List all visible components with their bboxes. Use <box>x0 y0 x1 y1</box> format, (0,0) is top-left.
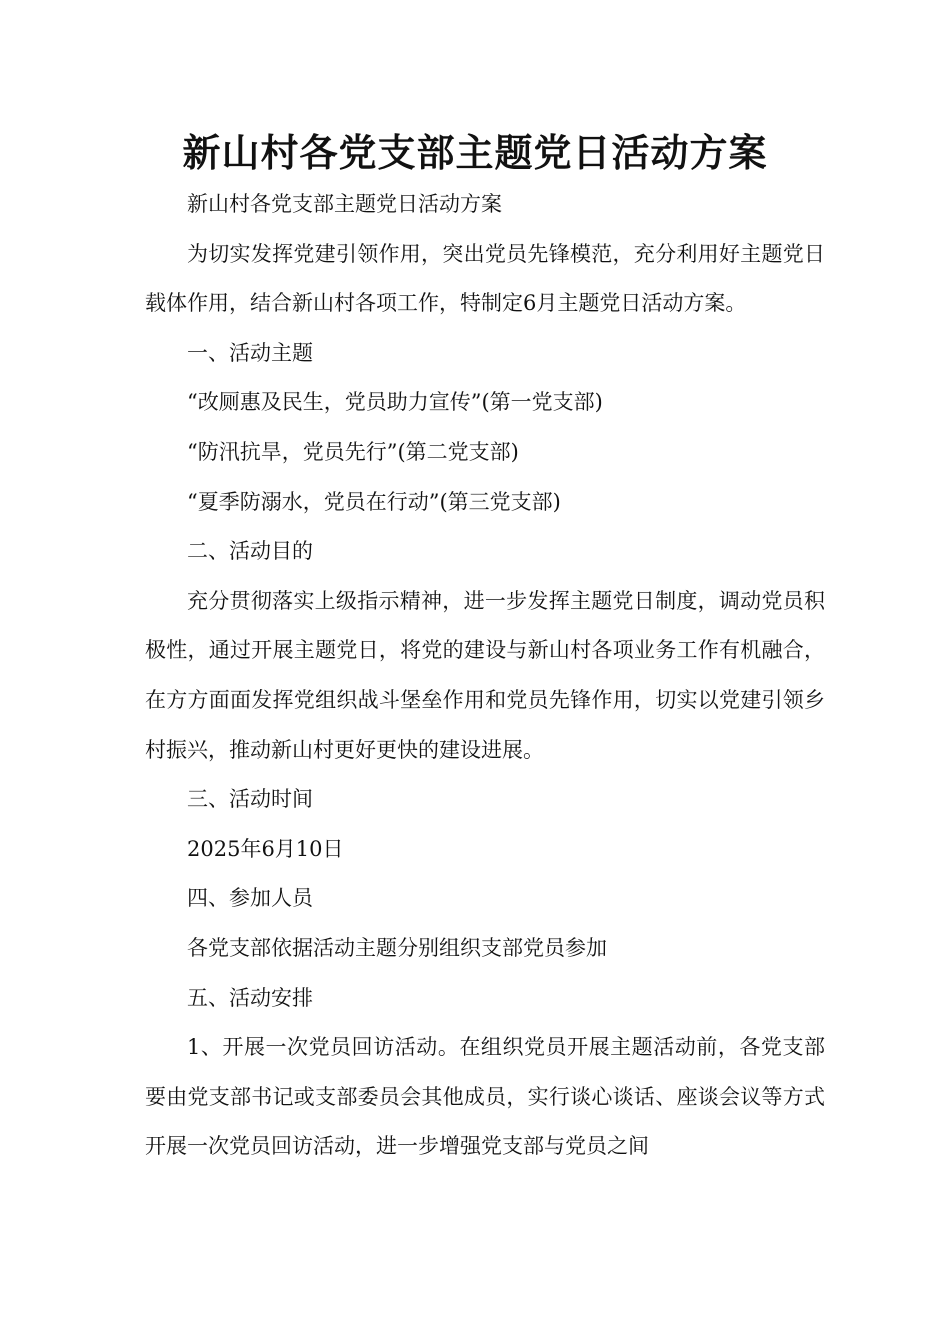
purpose-paragraph: 充分贯彻落实上级指示精神，进一步发挥主题党日制度，调动党员积极性，通过开展主题党日，将党的建设与新山村各项业务工作有机融合，在方方面面发挥党组织战斗堡垒作用和党员先锋作用，切实以党建引领乡村振兴，推动新山村更好更快的建设进展。 <box>145 588 825 762</box>
arrangement-paragraph: 1、开展一次党员回访活动。在组织党员开展主题活动前，各党支部要由党支部书记或支部委员会其他成员，实行谈心谈话、座谈会议等方式开展一次党员回访活动，进一步增强党支部与党员之间 <box>145 1035 825 1159</box>
section-heading-purpose: 二、活动目的 <box>187 539 313 564</box>
document-title: 新山村各党支部主题党日活动方案 <box>182 131 768 175</box>
section-heading-theme: 一、活动主题 <box>187 340 313 365</box>
section-heading-participants: 四、参加人员 <box>187 886 313 911</box>
time-paragraph: 2025年6月10日 <box>187 836 344 861</box>
theme-item-2: “防汛抗旱，党员先行”(第二党支部) <box>187 439 519 464</box>
document-body <box>145 180 825 1172</box>
subtitle: 新山村各党支部主题党日活动方案 <box>187 192 502 216</box>
section-heading-arrangement: 五、活动安排 <box>187 985 313 1010</box>
intro-paragraph: 为切实发挥党建引领作用，突出党员先锋模范，充分利用好主题党日载体作用，结合新山村各项工作，特制定6月主题党日活动方案。 <box>145 241 825 316</box>
participants-paragraph: 各党支部依据活动主题分别组织支部党员参加 <box>187 935 607 960</box>
theme-item-3: “夏季防溺水，党员在行动”(第三党支部) <box>187 489 561 514</box>
section-heading-time: 三、活动时间 <box>187 787 313 812</box>
theme-item-1: “改厕惠及民生，党员助力宣传”(第一党支部) <box>187 390 603 415</box>
